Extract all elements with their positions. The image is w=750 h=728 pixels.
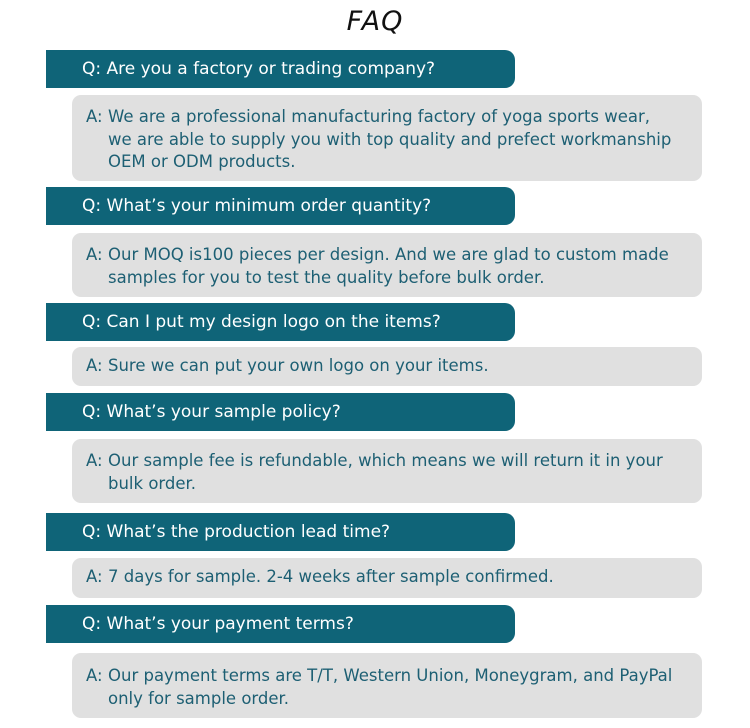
answer-prefix: A: — [86, 356, 103, 375]
faq-answer-payment — [72, 653, 702, 718]
answer-prefix: A: — [86, 666, 103, 685]
answer-line: we are able to supply you with top quality and prefect workmanship — [108, 129, 672, 149]
faq-question-payment: Q: What’s your payment terms? — [46, 605, 515, 643]
answer-prefix: A: — [86, 107, 103, 126]
answer-prefix: A: — [86, 245, 103, 264]
faq-answer-sample-policy — [72, 439, 702, 503]
faq-question-factory: Q: Are you a factory or trading company? — [46, 50, 515, 88]
faq-question-sample-policy: Q: What’s your sample policy? — [46, 393, 515, 431]
answer-line: bulk order. — [108, 473, 197, 493]
answer-line: Our sample fee is refundable, which means we will return it in your — [108, 451, 663, 470]
faq-answer-moq — [72, 233, 702, 297]
answer-prefix: A: — [86, 451, 103, 470]
answer-line: 7 days for sample. 2-4 weeks after sample confirmed. — [108, 567, 554, 586]
answer-prefix: A: — [86, 567, 103, 586]
faq-answer-factory — [72, 95, 702, 181]
answer-line: only for sample order. — [108, 688, 290, 708]
faq-answer-lead-time — [72, 558, 702, 598]
answer-line: Our MOQ is100 pieces per design. And we are glad to custom made — [108, 245, 669, 264]
answer-line: We are a professional manufacturing factory of yoga sports wear, — [108, 107, 651, 126]
faq-question-lead-time: Q: What’s the production lead time? — [46, 513, 515, 551]
answer-line: Our payment terms are T/T, Western Union, Moneygram, and PayPal — [108, 666, 673, 685]
answer-line: OEM or ODM products. — [108, 152, 296, 171]
faq-question-moq: Q: What’s your minimum order quantity? — [46, 187, 515, 225]
faq-answer-logo — [72, 347, 702, 386]
answer-line: samples for you to test the quality before bulk order. — [108, 267, 545, 287]
answer-line: Sure we can put your own logo on your items. — [108, 356, 489, 375]
page-title: FAQ — [346, 6, 404, 37]
faq-question-logo: Q: Can I put my design logo on the items? — [46, 303, 515, 341]
